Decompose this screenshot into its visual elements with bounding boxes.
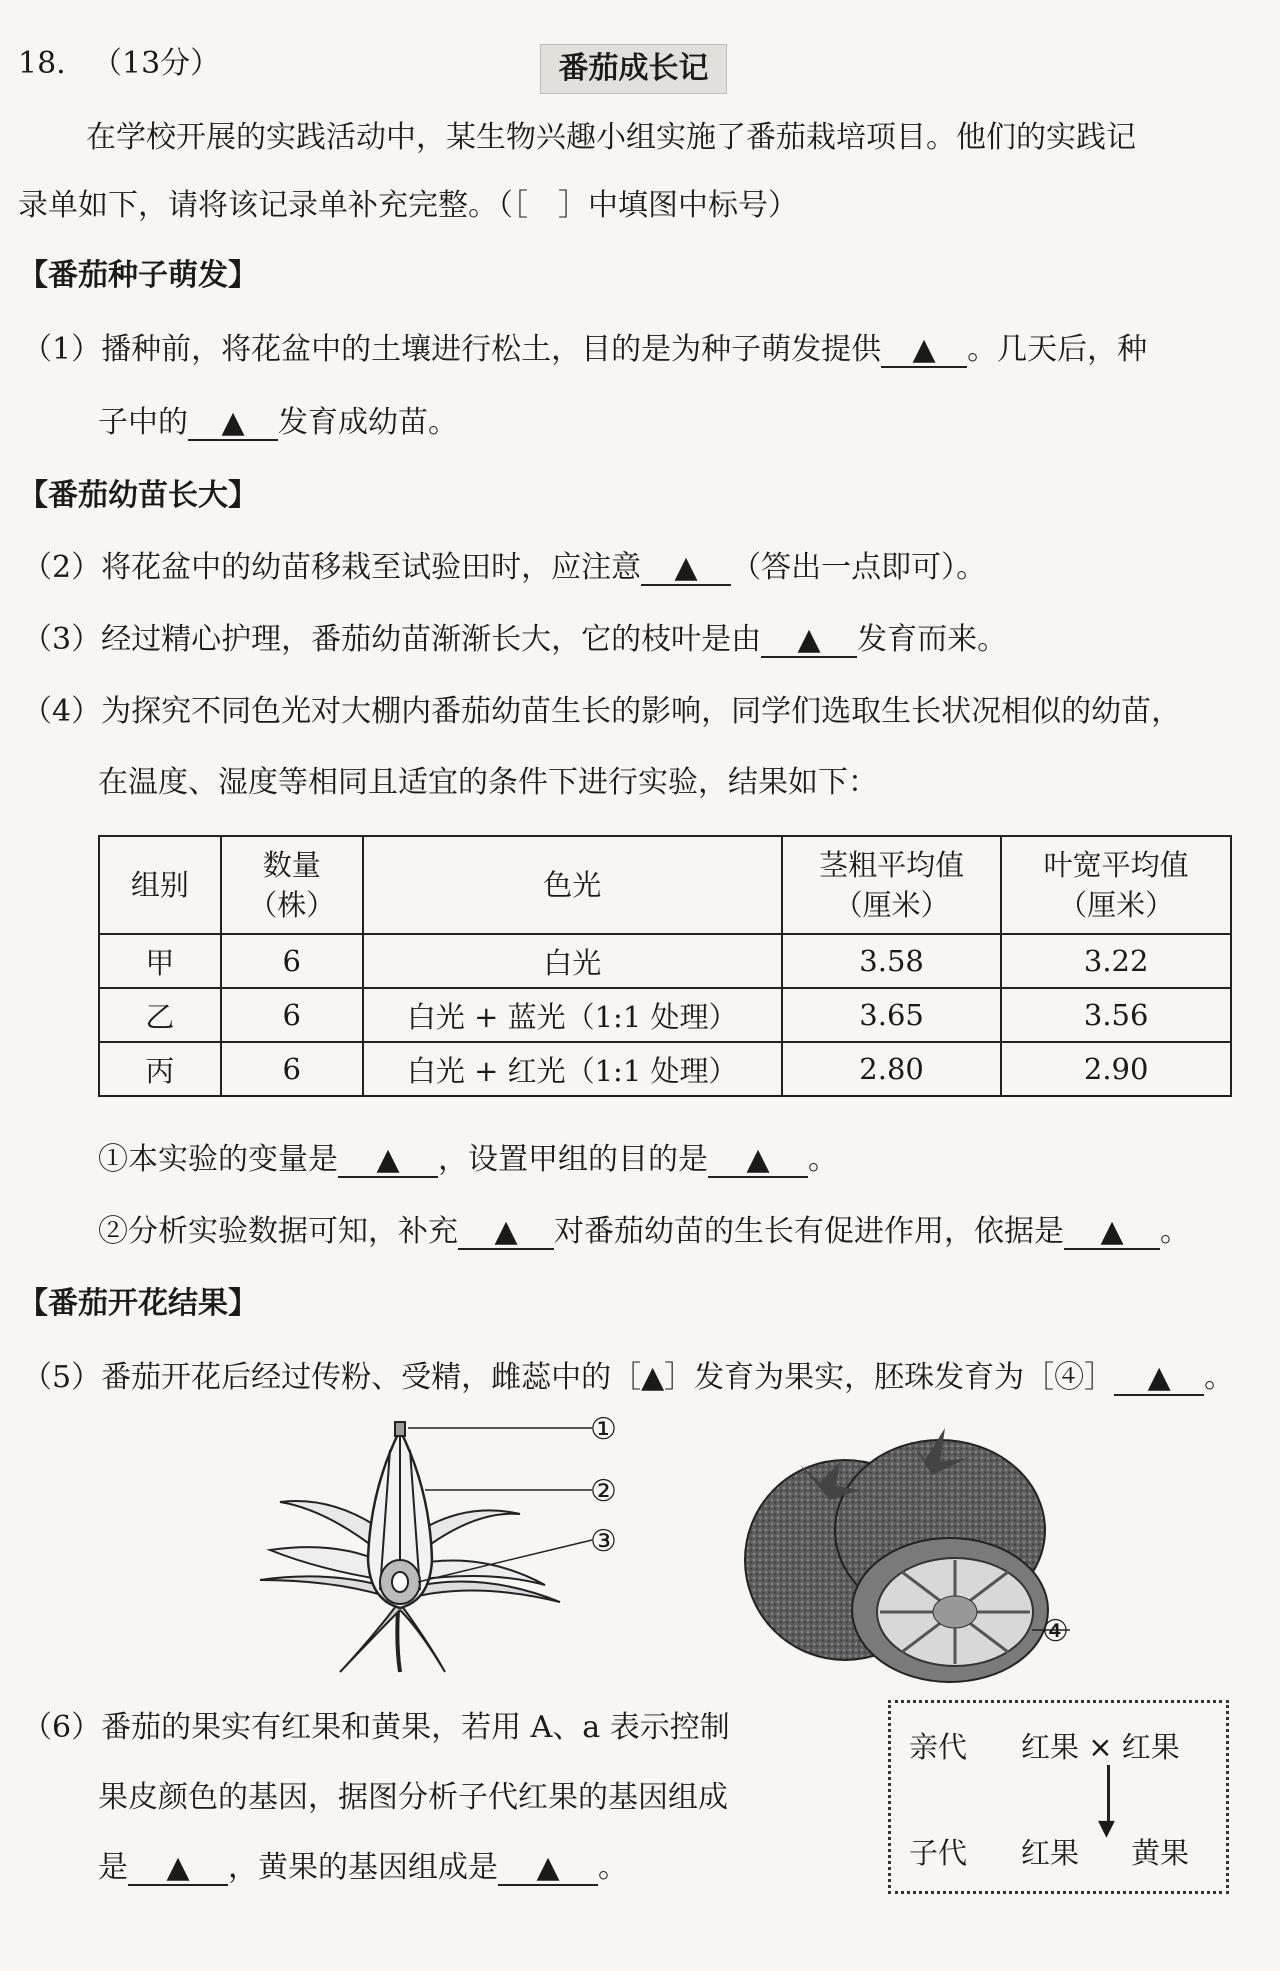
intro-line-1: 在学校开展的实践活动中，某生物兴趣小组实施了番茄栽培项目。他们的实践记 bbox=[86, 120, 1136, 155]
q4-sub2-line bbox=[98, 1212, 1190, 1252]
table-row bbox=[99, 988, 1231, 1042]
header-count bbox=[221, 836, 363, 934]
cell-leaf: 3.22 bbox=[1001, 934, 1231, 988]
tomato-diagram bbox=[740, 1420, 1070, 1690]
q1-text-a: （1）播种前，将花盆中的土壤进行松土，目的是为种子萌发提供 bbox=[22, 332, 882, 367]
header-count-a: 数量 bbox=[262, 848, 321, 882]
q6-text-c: 。 bbox=[598, 1850, 628, 1885]
q6-line-3 bbox=[98, 1848, 628, 1888]
q4-line-2: 在温度、湿度等相同且适宜的条件下进行实验，结果如下： bbox=[98, 765, 878, 800]
q4-sub1-text-a: ①本实验的变量是 bbox=[98, 1142, 338, 1177]
experiment-table bbox=[98, 835, 1232, 1097]
cell-light: 白光 + 红光（1:1 处理） bbox=[363, 1042, 782, 1096]
q3-blank[interactable]: ▲ bbox=[761, 624, 857, 658]
q4-sub1-blank-1[interactable]: ▲ bbox=[338, 1144, 438, 1178]
q4-sub1-blank-2[interactable]: ▲ bbox=[708, 1144, 808, 1178]
cell-light: 白光 bbox=[363, 934, 782, 988]
q6-text-b: ，黄果的基因组成是 bbox=[228, 1850, 498, 1885]
question-title: 番茄成长记 bbox=[540, 44, 727, 94]
child-red: 红果 bbox=[1021, 1836, 1080, 1870]
cell-leaf: 2.90 bbox=[1001, 1042, 1231, 1096]
q1-line-2 bbox=[98, 403, 458, 443]
q1-blank-1[interactable]: ▲ bbox=[881, 334, 967, 368]
q4-sub1-text-c: 。 bbox=[808, 1142, 838, 1177]
table-row bbox=[99, 934, 1231, 988]
label-2: ② bbox=[590, 1474, 617, 1509]
cross-arrow-line bbox=[1107, 1765, 1110, 1823]
header-leaf-b: （厘米） bbox=[1058, 888, 1175, 922]
q5-bracket-blank[interactable]: ▲ bbox=[641, 1360, 665, 1395]
cell-count: 6 bbox=[221, 1042, 363, 1096]
q3-text-a: （3）经过精心护理，番茄幼苗渐渐长大，它的枝叶是由 bbox=[22, 622, 762, 657]
section-flowering-fruiting: 【番茄开花结果】 bbox=[18, 1286, 258, 1321]
cell-leaf: 3.56 bbox=[1001, 988, 1231, 1042]
q4-sub1-text-b: ，设置甲组的目的是 bbox=[438, 1142, 708, 1177]
cell-group: 丙 bbox=[99, 1042, 221, 1096]
child-yellow: 黄果 bbox=[1131, 1836, 1190, 1870]
q6-line-1: （6）番茄的果实有红果和黄果，若用 A、a 表示控制 bbox=[22, 1710, 730, 1745]
q1-text-d: 发育成幼苗。 bbox=[278, 405, 458, 440]
q5-text-c: 。 bbox=[1204, 1360, 1235, 1395]
cell-count: 6 bbox=[221, 988, 363, 1042]
cell-stem: 3.65 bbox=[782, 988, 1002, 1042]
header-stem bbox=[782, 836, 1002, 934]
label-4: ④ bbox=[1042, 1614, 1069, 1649]
q6-text-a: 是 bbox=[98, 1850, 128, 1885]
header-stem-a: 茎粗平均值 bbox=[819, 848, 965, 882]
q4-sub2-blank-1[interactable]: ▲ bbox=[458, 1216, 554, 1250]
cell-group: 乙 bbox=[99, 988, 221, 1042]
q4-sub2-text-a: ②分析实验数据可知，补充 bbox=[98, 1214, 458, 1249]
q5-blank[interactable]: ▲ bbox=[1114, 1362, 1204, 1396]
q1-blank-2[interactable]: ▲ bbox=[188, 407, 278, 441]
child-label: 子代 bbox=[909, 1836, 968, 1870]
genetic-cross-box bbox=[888, 1700, 1229, 1894]
q4-sub2-text-b: 对番茄幼苗的生长有促进作用，依据是 bbox=[554, 1214, 1064, 1249]
q6-blank-2[interactable]: ▲ bbox=[498, 1852, 598, 1886]
q1-line-1 bbox=[22, 330, 1147, 370]
header-leaf bbox=[1001, 836, 1231, 934]
parent-label: 亲代 bbox=[909, 1730, 968, 1764]
header-group: 组别 bbox=[99, 836, 221, 934]
q5-text-a: （5）番茄开花后经过传粉、受精，雌蕊中的［ bbox=[22, 1360, 642, 1395]
header-leaf-a: 叶宽平均值 bbox=[1043, 848, 1189, 882]
q4-line-1: （4）为探究不同色光对大棚内番茄幼苗生长的影响，同学们选取生长状况相似的幼苗， bbox=[22, 694, 1182, 729]
header-light: 色光 bbox=[363, 836, 782, 934]
question-points: （13分） bbox=[92, 46, 221, 81]
q1-text-c: 子中的 bbox=[98, 405, 188, 440]
parent-cross: 红果 × 红果 bbox=[1021, 1730, 1180, 1764]
q4-sub2-blank-2[interactable]: ▲ bbox=[1064, 1216, 1160, 1250]
q2-blank[interactable]: ▲ bbox=[641, 552, 731, 586]
q5-text-b: ］发育为果实，胚珠发育为［④］ bbox=[664, 1360, 1115, 1395]
cell-count: 6 bbox=[221, 934, 363, 988]
q4-sub1-line bbox=[98, 1140, 838, 1180]
q3-text-b: 发育而来。 bbox=[857, 622, 1008, 657]
section-seedling-growth: 【番茄幼苗长大】 bbox=[18, 478, 258, 513]
q4-sub2-text-c: 。 bbox=[1160, 1214, 1190, 1249]
q2-line bbox=[22, 548, 986, 588]
table-header-row bbox=[99, 836, 1231, 934]
q2-text-a: （2）将花盆中的幼苗移栽至试验田时，应注意 bbox=[22, 550, 642, 585]
q5-line bbox=[22, 1358, 1234, 1398]
cell-group: 甲 bbox=[99, 934, 221, 988]
q6-line-2: 果皮颜色的基因，据图分析子代红果的基因组成 bbox=[98, 1780, 728, 1815]
question-number: 18. bbox=[18, 46, 66, 81]
label-1: ① bbox=[590, 1412, 617, 1447]
header-count-b: （株） bbox=[248, 888, 336, 922]
q2-text-b: （答出一点即可）。 bbox=[731, 550, 987, 585]
label-3: ③ bbox=[590, 1524, 617, 1559]
q6-blank-1[interactable]: ▲ bbox=[128, 1852, 228, 1886]
intro-line-2: 录单如下，请将该记录单补充完整。（［ ］中填图中标号） bbox=[18, 188, 798, 223]
cell-stem: 2.80 bbox=[782, 1042, 1002, 1096]
arrow-down-icon: ▼ bbox=[1098, 1816, 1115, 1841]
q3-line bbox=[22, 620, 1007, 660]
section-seed-germination: 【番茄种子萌发】 bbox=[18, 258, 258, 293]
q1-text-b: 。几天后，种 bbox=[967, 332, 1148, 367]
table-row bbox=[99, 1042, 1231, 1096]
cell-stem: 3.58 bbox=[782, 934, 1002, 988]
cell-light: 白光 + 蓝光（1:1 处理） bbox=[363, 988, 782, 1042]
header-stem-b: （厘米） bbox=[833, 888, 950, 922]
